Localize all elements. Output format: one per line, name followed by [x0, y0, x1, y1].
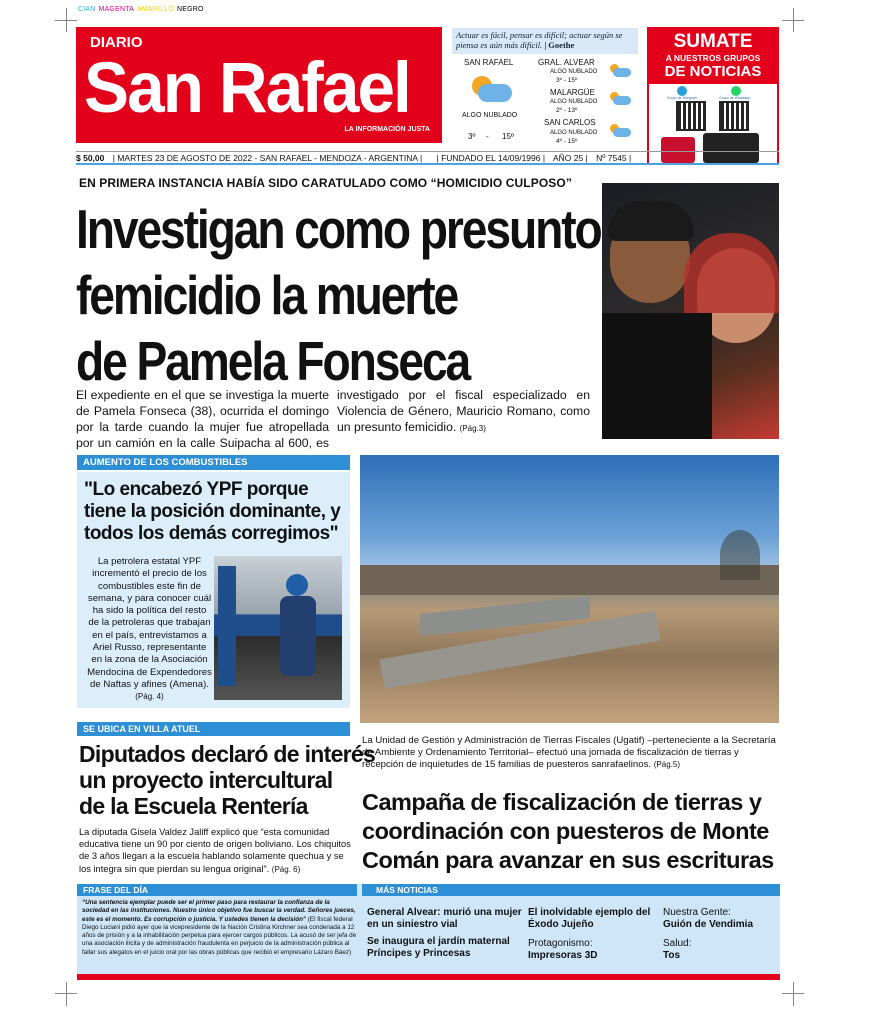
telegram-icon [677, 86, 687, 96]
fuel-page-ref: (Pág. 4) [135, 692, 164, 702]
quote-author: | Goethe [544, 40, 575, 50]
color-registration-strip [78, 6, 207, 13]
weather-temp-sancarlos: 4º - 15º [556, 138, 578, 145]
frase-quote: “Una sentencia ejemplar puede ser el primer paso para restaurar la confianza de la sociedad en las instituciones. Nuestro único objetivo fue buscar la verdad. Señores jueces, este es el momento. Es corrupción o justicia. Y ustedes tienen la decisión” [82, 899, 356, 923]
tree-shape [720, 530, 760, 580]
villa-section-label: SE UBICA EN VILLA ATUEL [77, 722, 350, 736]
lead-page-ref: (Pág.3) [459, 424, 486, 433]
weather-max-main: 15º [502, 132, 514, 141]
cloud-icon [613, 128, 631, 137]
bottom-band [77, 884, 780, 980]
cap-shape [608, 201, 694, 241]
weather-panel [452, 56, 638, 146]
lead-headline[interactable] [76, 196, 605, 394]
sumate-banner [649, 29, 777, 84]
news-item-exodo[interactable]: El inolvidable ejemplo del Éxodo Jujeño [528, 907, 651, 930]
weather-cond-main: ALGO NUBLADO [462, 112, 518, 119]
news-item-impresoras[interactable]: Impresoras 3D [528, 950, 598, 961]
lead-text: El expediente en el que se investiga la muerte de Pamela Fonseca (38), ocurrida el domingo por la tarde cuando la mujer fue atropellada por un camión en la calle Suipacha al 600, es investigado por el fiscal especializado en Violencia de Género, Mauricio Romano, como un presunto femicidio. [76, 388, 590, 450]
masthead [76, 27, 442, 143]
news-item-tos[interactable]: Tos [663, 950, 681, 961]
weather-city-sancarlos: SAN CARLOS [544, 118, 596, 127]
cian-label: CIAN [78, 6, 96, 13]
mas-noticias-label: MÁS NOTICIAS [362, 884, 780, 896]
weather-city-malargue: MALARGÜE [550, 88, 595, 97]
renteria-headline-line2: un proyecto intercultural [79, 767, 333, 793]
corral-fence-shape [360, 565, 779, 595]
renteria-text: La diputada Gisela Valdez Jaliff explicó que “esta comunidad educativa tiene un 90 por ciento de origen boliviano. Los chiquitos de 3 años llegan a la escuela hablando solamente quechua y se los integra sin que pierdan su lengua original”. [79, 827, 351, 874]
tierras-headline[interactable] [362, 788, 782, 875]
sumate-noticias: DE NOTICIAS [664, 63, 762, 80]
news-item-protagonismo-label: Protagonismo: [528, 938, 593, 949]
news-item-salud-label: Salud: [663, 938, 692, 949]
fuel-story[interactable] [77, 472, 350, 708]
weather-city-main: SAN RAFAEL [464, 58, 514, 67]
cloud-icon [478, 84, 512, 102]
sumate-ad[interactable] [647, 27, 779, 165]
weather-city-alvear: GRAL. ALVEAR [538, 58, 595, 67]
lead-headline-line2: femicidio la muerte [76, 264, 458, 326]
lead-kicker: EN PRIMERA INSTANCIA HABÍA SIDO CARATULADO COMO “HOMICIDIO CULPOSO” [79, 176, 572, 190]
news-item-jardin[interactable]: Se inaugura el jardín maternal Príncipes y Princesas [367, 936, 510, 959]
news-item-vendimia[interactable]: Guión de Vendimia [663, 919, 754, 930]
jacket-shape [602, 313, 712, 439]
cloud-icon [613, 68, 631, 77]
tierras-caption [362, 735, 780, 771]
cloud-icon [613, 96, 631, 105]
news-item-gente-label: Nuestra Gente: [663, 907, 731, 918]
founded-date: | FUNDADO EL 14/09/1996 | [436, 153, 546, 163]
quote-text: Actuar es fácil, pensar es difícil; actuar según se piensa es aún más difícil. [456, 30, 623, 50]
weather-temp-alvear: 3º - 15º [556, 77, 578, 84]
weather-cond-alvear: ALGO NUBLADO [550, 69, 598, 75]
pump-shape [218, 566, 236, 686]
news-item-alvear[interactable]: General Alvear: murió una mujer en un siniestro vial [367, 907, 522, 930]
negro-label: NEGRO [177, 6, 204, 13]
sumate-subtitle: A NUESTROS GRUPOS [665, 53, 761, 63]
whatsapp-icon [731, 86, 741, 96]
renteria-page-ref: (Pág. 6) [271, 864, 301, 874]
whatsapp-label: Grupo de Whatsapp [719, 96, 751, 100]
edition-info-bar [76, 151, 779, 165]
tierras-caption-text: La Unidad de Gestión y Administración de Tierras Fiscales (Ugatif) –perteneciente a la Secretaría de Ambiente y Ordenamiento Territorial– efectuó una jornada de fiscalización de tierras y recepción de inquietudes de 15 familias de puesteros sanrafaelinos. [362, 735, 776, 770]
tierras-headline-line2: coordinación con puesteros de Monte [362, 818, 769, 844]
lead-headline-line1: Investigan como presunto [76, 198, 601, 260]
tierras-page-ref: (Pág.5) [653, 760, 680, 769]
masthead-diario: DIARIO [90, 34, 143, 51]
edition-number: Nº 7545 | [596, 153, 632, 163]
worker-shape [280, 596, 316, 676]
frase-section-label: FRASE DEL DÍA [77, 884, 357, 896]
fuel-text: La petrolera estatal YPF incrementó el precio de los combustibles este fin de semana, y para conocer cuál ha sido la política del resto de la petroleras que trabajan en el país, entrevistamos a Ariel Russo, representante en la zona de la Asociación Mendocina de Expendedores de Naftas y afines (Amena). [87, 556, 212, 690]
weather-cond-malargue: ALGO NUBLADO [550, 99, 598, 105]
masthead-tagline: LA INFORMACIÓN JUSTA [344, 126, 430, 133]
fuel-section-label: AUMENTO DE LOS COMBUSTIBLES [77, 455, 350, 470]
masthead-title: San Rafael [84, 49, 410, 128]
weather-temp-malargue: 2º - 13º [556, 107, 578, 114]
tierras-headline-line1: Campaña de fiscalización de tierras y [362, 789, 762, 815]
renteria-headline[interactable] [79, 741, 399, 819]
edition-date: | MARTES 23 DE AGOSTO DE 2022 - SAN RAFAEL - MENDOZA - ARGENTINA | [112, 153, 423, 163]
sumate-title: SUMATE [673, 31, 753, 52]
tierras-photo[interactable] [360, 455, 779, 723]
price: $ 50,00 [76, 153, 105, 163]
worker-cap-shape [286, 574, 308, 596]
lead-headline-line3: de Pamela Fonseca [76, 330, 470, 392]
renteria-body [79, 826, 354, 876]
red-hair-shape [684, 233, 779, 313]
renteria-headline-line3: de la Escuela Rentería [79, 793, 308, 819]
magenta-label: MAGENTA [98, 6, 135, 13]
frase-text: (El fiscal federal Diego Luciani pidió ayer que la vicepresidente de la Nación Cristina Kirchner sea condenada a 12 años de prisión y a la inhabilitación perpetua para ejercer cargos públicos. La acusó de ser jefa de una asociación ilícita y de administración fraudulenta en perjuicio de la administración pública al fallar sus alegatos en el juicio oral por las obras públicas que recibió el empresario Lázaro Báez) [82, 915, 357, 956]
weather-cond-sancarlos: ALGO NUBLADO [550, 130, 598, 136]
edition-year: AÑO 25 | [552, 153, 588, 163]
frase-body [82, 899, 357, 957]
whatsapp-qr-code[interactable] [719, 101, 749, 131]
fuel-photo[interactable] [214, 556, 342, 700]
goethe-quote [452, 28, 638, 54]
weather-min-main: 3º [468, 132, 476, 141]
weather-sep-main: - [486, 132, 489, 141]
renteria-headline-line1: Diputados declaró de interés [79, 741, 376, 767]
telegram-label: Grupo de Telegram [667, 96, 697, 100]
telegram-qr-code[interactable] [676, 101, 706, 131]
fuel-body [87, 556, 212, 704]
lead-body [76, 387, 590, 451]
fuel-headline: "Lo encabezó YPF porque tiene la posición dominante, y todos los demás corregimos" [84, 479, 341, 544]
tierras-headline-line3: Comán para avanzar en sus escrituras [362, 847, 774, 873]
amarillo-label: AMARILLO [137, 6, 175, 13]
lead-photo[interactable] [602, 183, 779, 439]
